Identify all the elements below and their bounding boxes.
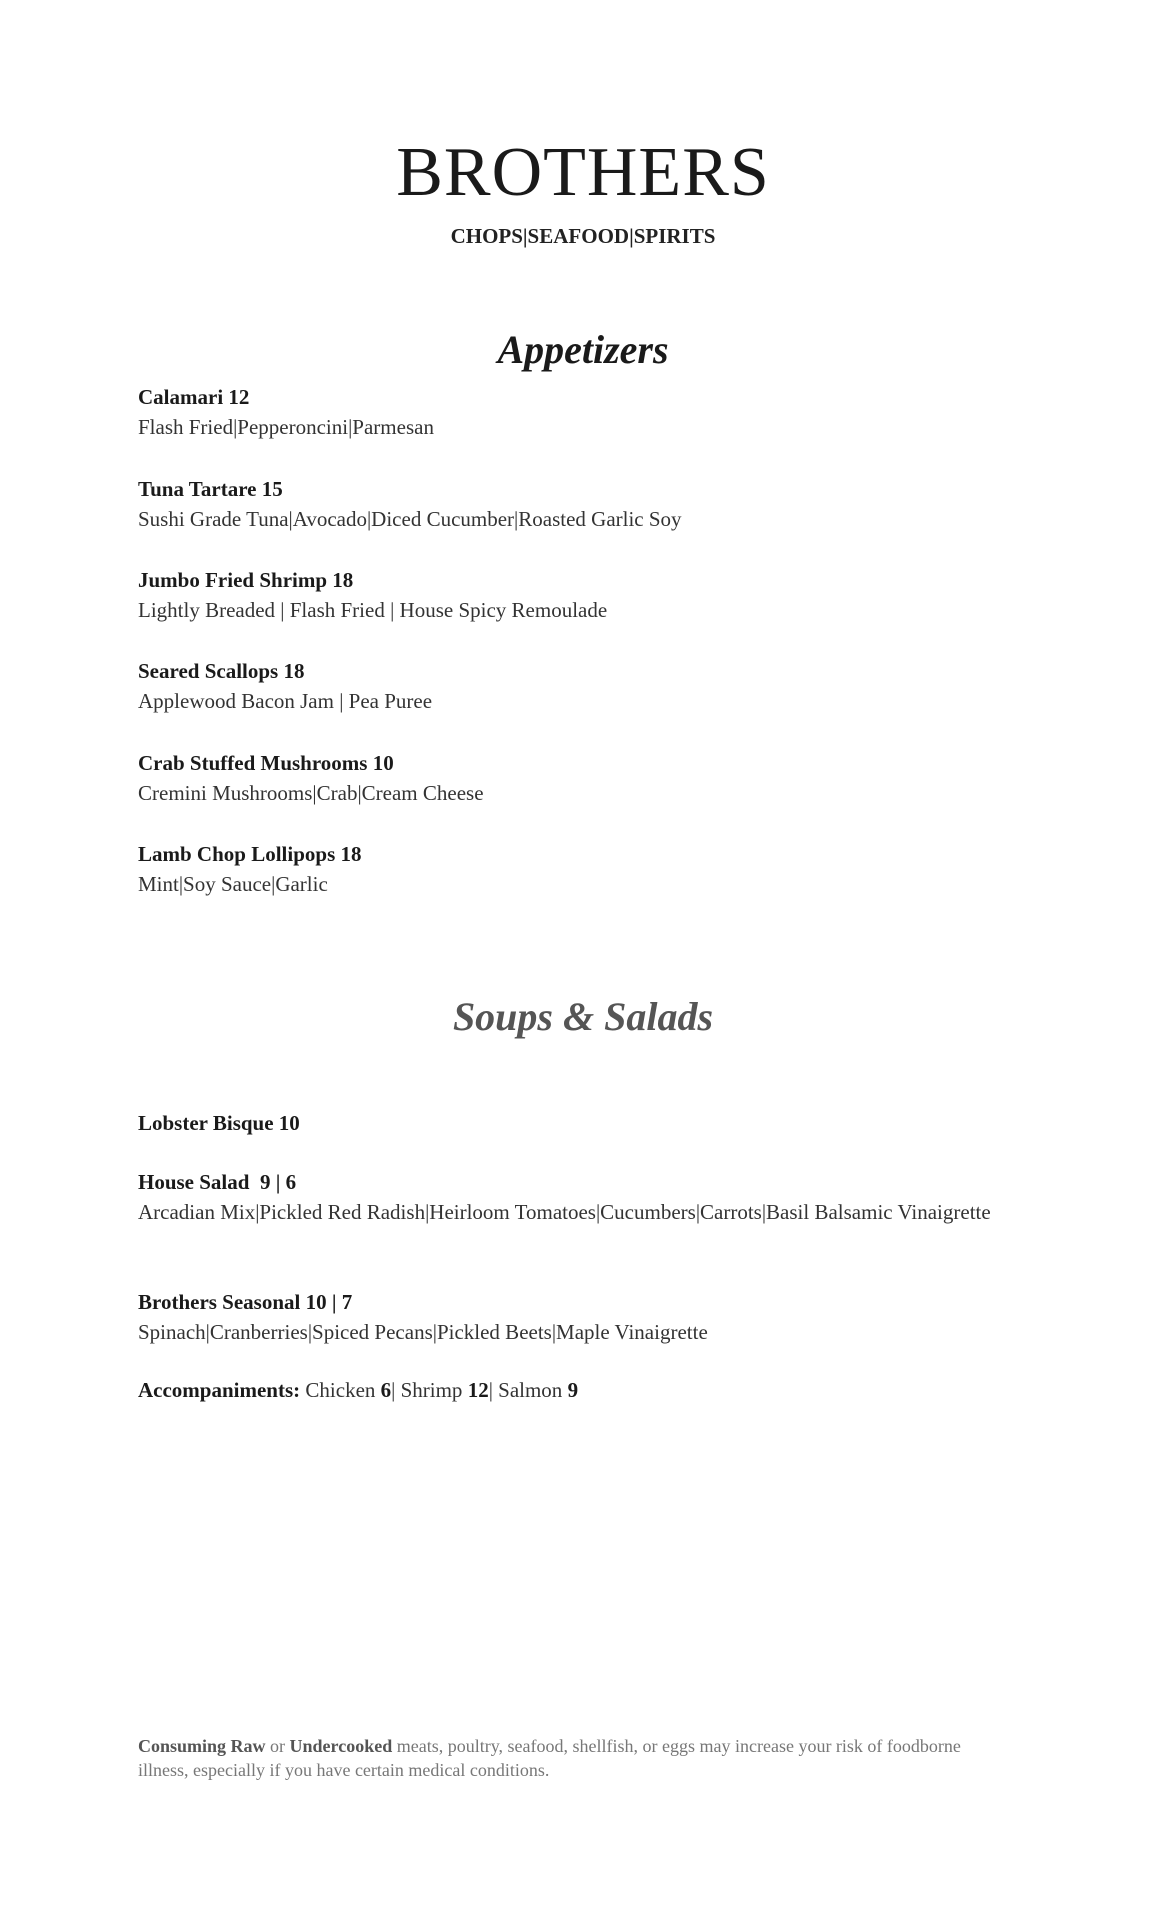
appetizers-title: Appetizers	[497, 327, 669, 372]
accomp-shrimp-price: 12	[467, 1378, 489, 1402]
menu-item-tuna-tartare	[138, 474, 1038, 534]
soups-salads-title: Soups & Salads	[452, 994, 714, 1039]
item-name: House Salad 9 | 6	[138, 1170, 297, 1194]
accompaniments-line	[138, 1375, 578, 1405]
item-name: Lobster Bisque 10	[138, 1111, 300, 1135]
item-name: Tuna Tartare 15	[138, 477, 283, 501]
food-safety-disclaimer	[138, 1734, 998, 1782]
disclaimer-or: or	[265, 1736, 290, 1756]
accomp-salmon-label: | Salmon	[488, 1378, 568, 1402]
item-name: Crab Stuffed Mushrooms 10	[138, 751, 394, 775]
item-description: Sushi Grade Tuna|Avocado|Diced Cucumber|Roasted Garlic Soy	[138, 507, 682, 531]
menu-item-lobster-bisque	[138, 1108, 1038, 1138]
disclaimer-rest: meats, poultry, seafood, shellfish, or eggs may increase your risk of foodborne illness, especially if you have certain medical conditions.	[138, 1736, 961, 1780]
item-description: Arcadian Mix|Pickled Red Radish|Heirloom Tomatoes|Cucumbers|Carrots|Basil Balsamic Vinaigrette	[138, 1200, 991, 1224]
accomp-shrimp-label: | Shrimp	[391, 1378, 468, 1402]
accomp-salmon-price: 9	[567, 1378, 579, 1402]
item-name: Jumbo Fried Shrimp 18	[138, 568, 354, 592]
accomp-chicken-price: 6	[380, 1378, 392, 1402]
item-name: Lamb Chop Lollipops 18	[138, 842, 362, 866]
menu-item-house-salad	[138, 1167, 1038, 1227]
item-description: Applewood Bacon Jam | Pea Puree	[138, 689, 433, 713]
brand-logo: BROTHERS	[396, 134, 770, 211]
item-description: Cremini Mushrooms|Crab|Cream Cheese	[138, 781, 484, 805]
menu-item-crab-stuffed-mushrooms	[138, 748, 1038, 808]
disclaimer-undercooked: Undercooked	[289, 1736, 393, 1756]
item-description: Lightly Breaded | Flash Fried | House Spicy Remoulade	[138, 598, 608, 622]
brand-tagline: CHOPS|SEAFOOD|SPIRITS	[450, 224, 716, 248]
item-description: Spinach|Cranberries|Spiced Pecans|Pickled Beets|Maple Vinaigrette	[138, 1320, 708, 1344]
disclaimer-raw: Consuming Raw	[138, 1736, 266, 1756]
item-description: Mint|Soy Sauce|Garlic	[138, 872, 328, 896]
item-description: Flash Fried|Pepperoncini|Parmesan	[138, 415, 434, 439]
accompaniments-label: Accompaniments:	[138, 1378, 301, 1402]
menu-item-lamb-chop-lollipops	[138, 839, 1038, 899]
menu-item-calamari	[138, 382, 1038, 442]
menu-item-seared-scallops	[138, 656, 1038, 716]
menu-item-jumbo-fried-shrimp	[138, 565, 1038, 625]
item-name: Brothers Seasonal 10 | 7	[138, 1290, 353, 1314]
menu-item-brothers-seasonal	[138, 1287, 1038, 1347]
accomp-chicken-label: Chicken	[300, 1378, 381, 1402]
item-name: Seared Scallops 18	[138, 659, 305, 683]
item-name: Calamari 12	[138, 385, 250, 409]
